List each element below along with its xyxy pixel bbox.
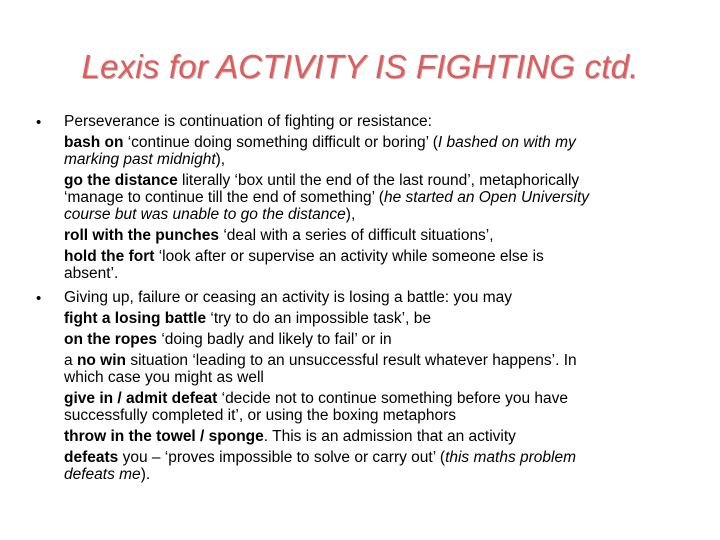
- entry-go-the-distance-line-3: course but was unable to go the distance),: [64, 206, 356, 223]
- bullet-2-intro: Giving up, failure or ceasing an activity is losing a battle: you may: [64, 289, 513, 306]
- entry-hold-the-fort-line-2: absent’.: [64, 265, 119, 282]
- entry-fight-a-losing-battle: fight a losing battle ‘try to do an impossible task’, be: [64, 310, 431, 327]
- term-roll-with-the-punches: roll with the punches: [64, 227, 220, 244]
- slide-title: Lexis for ACTIVITY IS FIGHTING ctd.: [81, 48, 639, 85]
- entry-bash-on-line-2: marking past midnight),: [64, 151, 226, 168]
- entry-on-the-ropes: on the ropes ‘doing badly and likely to fail’ or in: [64, 331, 392, 348]
- term-bash-on: bash on: [64, 134, 124, 151]
- entry-no-win-line-1: a no win situation ‘leading to an unsuccessful result whatever happens’. In: [64, 352, 577, 369]
- bullet-marker: •: [36, 290, 42, 307]
- entry-give-in-line-2: successfully completed it’, or using the boxing metaphors: [64, 407, 457, 424]
- term-on-the-ropes: on the ropes: [64, 331, 158, 348]
- term-no-win: no win: [76, 352, 127, 369]
- entry-bash-on-line-1: bash on ‘continue doing something difficult or boring’ (I bashed on with my: [64, 134, 576, 151]
- term-fight-a-losing-battle: fight a losing battle: [64, 310, 207, 327]
- entry-give-in-line-1: give in / admit defeat ‘decide not to continue something before you have: [64, 390, 569, 407]
- term-hold-the-fort: hold the fort: [64, 248, 155, 265]
- entry-go-the-distance-line-2: ‘manage to continue till the end of something’ (he started an Open University: [64, 189, 590, 206]
- entry-defeats-line-2: defeats me).: [64, 466, 151, 483]
- entry-defeats-line-1: defeats you – ‘proves impossible to solve or carry out’ (this maths problem: [64, 449, 577, 466]
- bullet-marker: •: [36, 114, 42, 131]
- entry-roll-with-the-punches: roll with the punches ‘deal with a series of difficult situations’,: [64, 227, 494, 244]
- term-throw-in-the-towel: throw in the towel / sponge: [64, 428, 264, 445]
- entry-hold-the-fort-line-1: hold the fort ‘look after or supervise an activity while someone else is: [64, 248, 544, 265]
- bullet-1-intro: Perseverance is continuation of fighting or resistance:: [64, 113, 432, 130]
- entry-no-win-line-2: which case you might as well: [64, 369, 264, 386]
- term-give-in-admit-defeat: give in / admit defeat: [64, 390, 218, 407]
- entry-throw-in-the-towel: throw in the towel / sponge. This is an admission that an activity: [64, 428, 516, 445]
- entry-go-the-distance-line-1: go the distance literally ‘box until the end of the last round’, metaphorically: [64, 172, 580, 189]
- term-defeats: defeats: [64, 449, 119, 466]
- term-go-the-distance: go the distance: [64, 172, 178, 189]
